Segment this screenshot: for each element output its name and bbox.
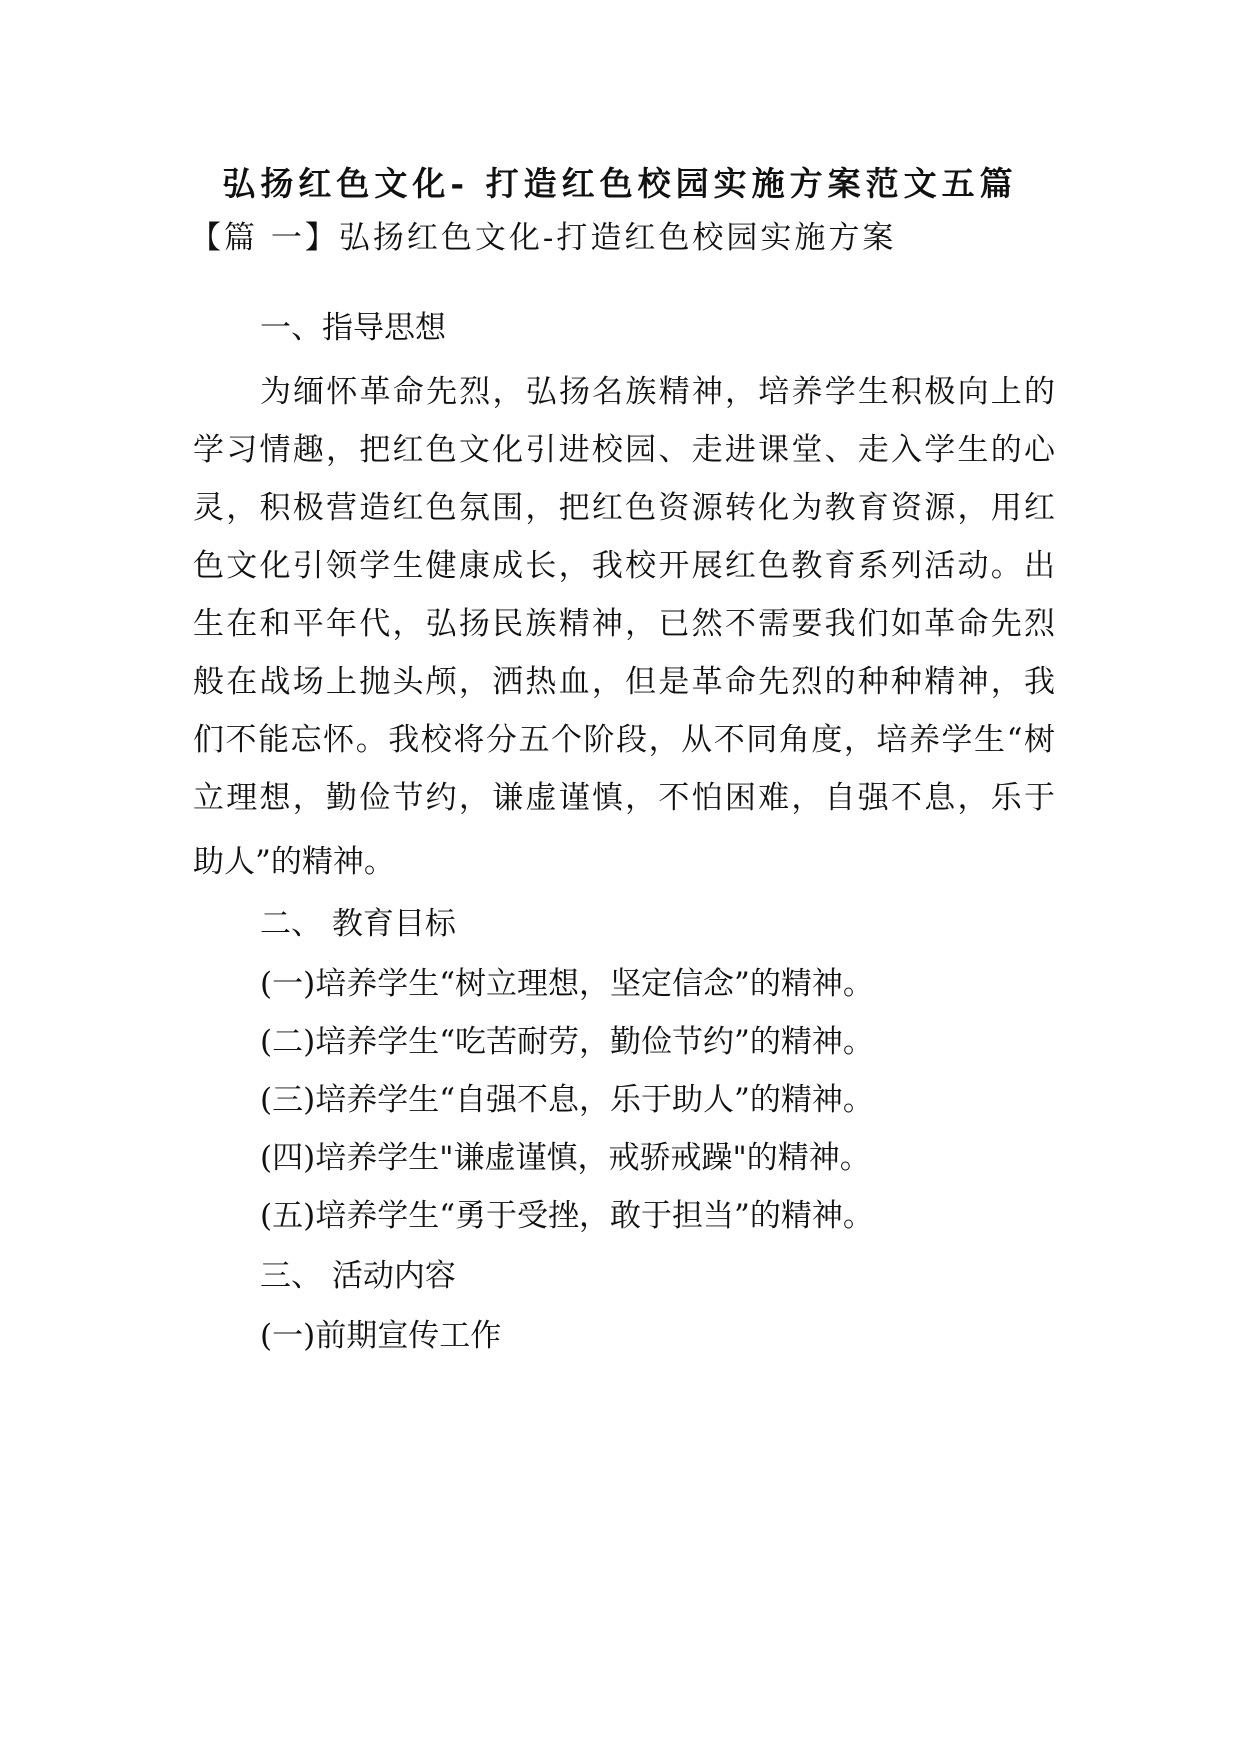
paragraph-line: 般在战场上抛头颅，洒热血，但是革命先烈的种种精神，我 [193,664,1055,700]
paragraph-line: 立理想，勤俭节约，谦虚谨慎，不怕困难，自强不息，乐于 [193,780,1055,816]
paragraph-line: 生在和平年代，弘扬民族精神，已然不需要我们如革命先烈 [193,606,1055,642]
section-heading-activity-content: 三、 活动内容 [260,1258,456,1294]
goal-item: (二)培养学生“吃苦耐劳，勤俭节约”的精神。 [260,1024,874,1060]
paragraph-line: 助人”的精神。 [193,844,395,880]
paragraph-line: 学习情趣，把红色文化引进校园、走进课堂、走入学生的心 [193,432,1055,468]
goal-item: (一)培养学生“树立理想，坚定信念”的精神。 [260,966,874,1002]
goal-item: (五)培养学生“勇于受挫，敢于担当”的精神。 [260,1198,874,1234]
goal-item: (三)培养学生“自强不息，乐于助人”的精神。 [260,1082,874,1118]
section-heading-guiding-ideology: 一、指导思想 [260,310,446,346]
paragraph-line: 灵，积极营造红色氛围，把红色资源转化为教育资源，用红 [193,490,1055,526]
activity-item: (一)前期宣传工作 [260,1318,502,1354]
paragraph-line: 们不能忘怀。我校将分五个阶段，从不同角度，培养学生“树 [193,722,1055,758]
document-title: 弘扬红色文化- 打造红色校园实施方案范文五篇 [222,164,1018,203]
paragraph-line: 色文化引领学生健康成长，我校开展红色教育系列活动。出 [193,548,1055,584]
paragraph-line: 为缅怀革命先烈，弘扬名族精神，培养学生积极向上的 [260,374,1055,410]
goal-item: (四)培养学生"谦虚谨慎，戒骄戒躁"的精神。 [260,1140,871,1176]
document-subtitle: 【篇 一】弘扬红色文化-打造红色校园实施方案 [190,220,897,256]
section-heading-education-goals: 二、 教育目标 [260,906,456,942]
